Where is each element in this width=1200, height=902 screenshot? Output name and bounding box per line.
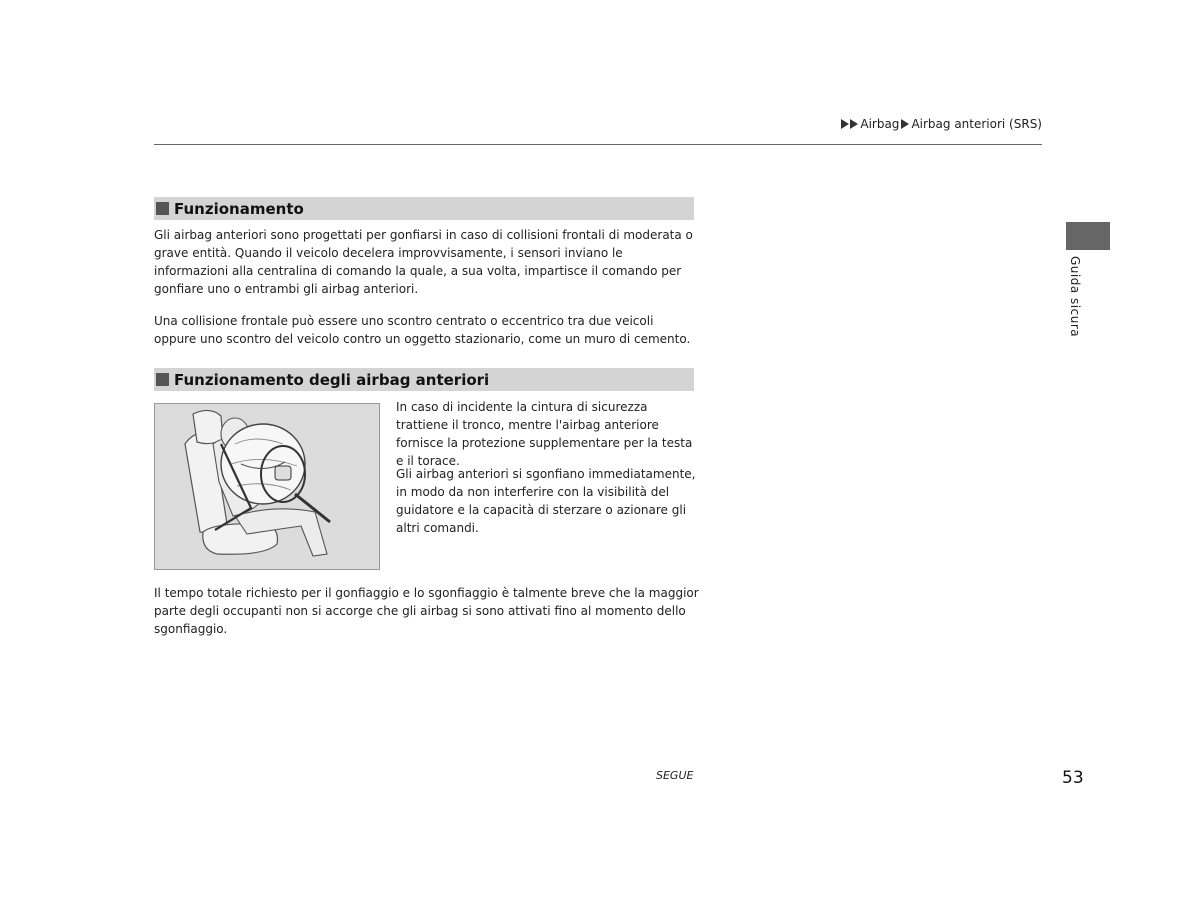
airbag-deployment-illustration xyxy=(154,403,380,570)
section-title: Funzionamento xyxy=(174,199,304,218)
paragraph: Una collisione frontale può essere uno scontro centrato o eccentrico tra due veicoli oppure uno scontro del veicolo contro un oggetto stazionario, come un muro di cemento. xyxy=(154,314,691,346)
section-heading-funzionamento xyxy=(154,197,694,220)
chapter-tab[interactable] xyxy=(1066,222,1110,250)
section-heading-front-airbag-operation xyxy=(154,368,694,391)
breadcrumb xyxy=(841,117,1042,131)
triangle-right-icon xyxy=(850,119,858,129)
paragraph: In caso di incidente la cintura di sicurezza trattiene il tronco, mentre l'airbag anteriore fornisce la protezione supplementare per la testa e il torace. xyxy=(396,400,693,468)
breadcrumb-item-airbag[interactable]: Airbag xyxy=(860,117,900,131)
paragraph: Gli airbag anteriori sono progettati per gonfiarsi in caso di collisioni frontali di moderata o grave entità. Quando il veicolo decelera improvvisamente, i sensori inviano le informazioni alla centralina di comando la quale, a sua volta, impartisce il comando per gonfiare uno o entrambi gli airbag anteriori. xyxy=(154,228,693,296)
section-title: Funzionamento degli airbag anteriori xyxy=(174,370,490,389)
triangle-right-icon xyxy=(901,119,909,129)
triangle-right-icon xyxy=(841,119,849,129)
paragraph: Gli airbag anteriori si sgonfiano immediatamente, in modo da non interferire con la visibilità del guidatore e la capacità di sterzare o azionare gli altri comandi. xyxy=(396,467,696,535)
continue-label: SEGUE xyxy=(656,769,694,782)
page-number: 53 xyxy=(1062,768,1084,788)
driver-airbag-drawing xyxy=(155,404,380,570)
breadcrumb-item-front-airbags[interactable]: Airbag anteriori (SRS) xyxy=(911,117,1042,131)
chapter-label: Guida sicura xyxy=(1068,256,1082,338)
square-marker-icon xyxy=(156,202,169,215)
square-marker-icon xyxy=(156,373,169,386)
paragraph: Il tempo totale richiesto per il gonfiaggio e lo sgonfiaggio è talmente breve che la maggior parte degli occupanti non si accorge che gli airbag si sono attivati fino al momento dello sgonfiaggio. xyxy=(154,586,699,636)
header-divider xyxy=(154,144,1042,145)
